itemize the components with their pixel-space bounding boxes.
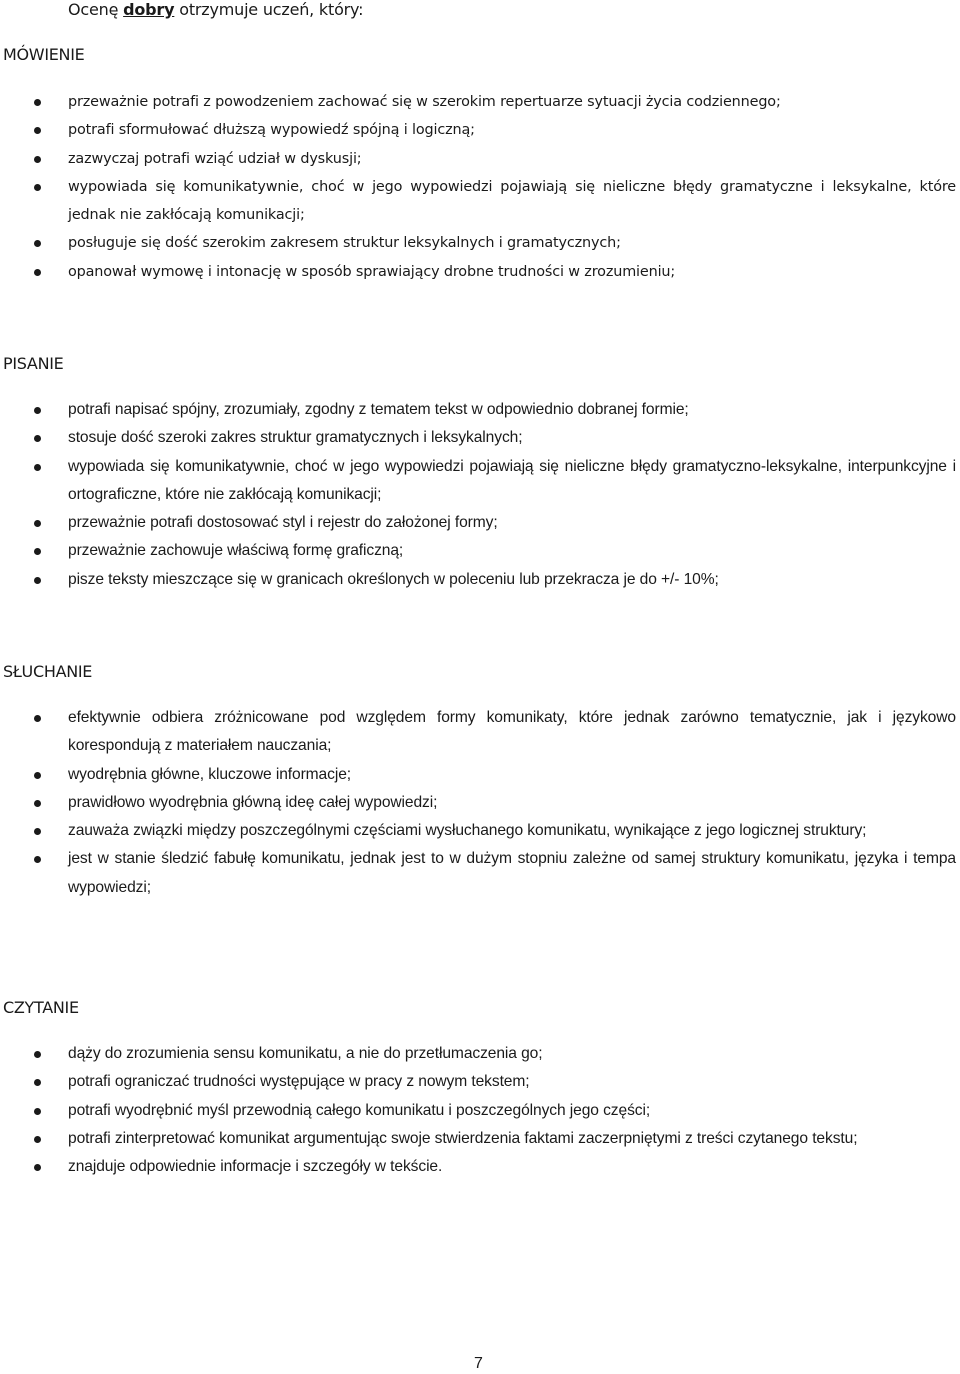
section-list-sluchanie [0, 704, 960, 902]
list-item [0, 173, 960, 230]
list-item-text: znajduje odpowiednie informacje i szczegóły w tekście. [68, 1158, 443, 1176]
bullet-icon [34, 1164, 41, 1171]
list-item [0, 88, 960, 116]
list-item-text: stosuje dość szeroki zakres struktur gramatycznych i leksykalnych; [68, 429, 523, 447]
bullet-icon [34, 715, 41, 722]
list-item-text: prawidłowo wyodrębnia główną ideę całej wypowiedzi; [68, 793, 438, 811]
section-heading-pisanie: PISANIE [3, 354, 64, 373]
list-item-text: przeważnie potrafi z powodzeniem zachować się w szerokim repertuarze sytuacji życia codziennego; [68, 94, 781, 110]
list-item [0, 704, 960, 761]
list-item-text: potrafi napisać spójny, zrozumiały, zgodny z tematem tekst w odpowiednio dobranej formie; [68, 401, 689, 418]
bullet-icon [34, 828, 41, 835]
list-item-text: jest w stanie śledzić fabułę komunikatu, jednak jest to w dużym stopniu zależne od samej struktury komunikatu, języka i tempa wypowiedzi; [68, 850, 956, 896]
list-item [0, 1040, 960, 1068]
bullet-icon [34, 407, 41, 414]
list-item [0, 145, 960, 173]
list-item [0, 509, 960, 537]
bullet-icon [34, 156, 41, 163]
bullet-icon [34, 800, 41, 807]
bullet-icon [34, 577, 41, 584]
grade-label: dobry [123, 0, 175, 19]
bullet-icon [34, 772, 41, 779]
bullet-icon [34, 1079, 41, 1086]
bullet-icon [34, 184, 41, 191]
list-item-text: przeważnie potrafi dostosować styl i rejestr do założonej formy; [68, 514, 498, 532]
list-item [0, 453, 960, 510]
bullet-icon [34, 464, 41, 471]
list-item [0, 258, 960, 286]
list-item-text: potrafi zinterpretować komunikat argumentując swoje stwierdzenia faktami zaczerpniętymi z treści czytanego tekstu; [68, 1129, 858, 1147]
list-item [0, 537, 960, 565]
list-item-text: opanował wymowę i intonację w sposób sprawiający drobne trudności w zrozumieniu; [68, 263, 676, 280]
section-heading-sluchanie: SŁUCHANIE [3, 662, 93, 681]
list-item-text: zazwyczaj potrafi wziąć udział w dyskusji; [68, 150, 362, 167]
bullet-icon [34, 520, 41, 527]
list-item-text: potrafi sformułować dłuższą wypowiedź spójną i logiczną; [68, 122, 475, 139]
bullet-icon [34, 1136, 41, 1143]
bullet-icon [34, 548, 41, 555]
section-list-pisanie [0, 396, 960, 594]
list-item-text: wyodrębnia główne, kluczowe informacje; [68, 765, 351, 783]
list-item [0, 1153, 960, 1181]
list-item [0, 1068, 960, 1096]
list-item-text: pisze teksty mieszczące się w granicach określonych w poleceniu lub przekracza je do +/- 10%; [68, 570, 719, 588]
list-item-text: potrafi wyodrębnić myśl przewodnią całego komunikatu i poszczególnych jego części; [68, 1101, 651, 1119]
list-item-text: efektywnie odbiera zróżnicowane pod względem formy komunikaty, które jednak zarówno tematycznie, jak i językowo korespondują z materiałem nauczania; [68, 709, 956, 755]
bullet-icon [34, 435, 41, 442]
list-item [0, 1125, 960, 1153]
bullet-icon [34, 99, 41, 106]
bullet-icon [34, 1108, 41, 1115]
intro-suffix: otrzymuje uczeń, który: [174, 0, 364, 19]
list-item [0, 845, 960, 902]
bullet-icon [34, 1051, 41, 1058]
list-item [0, 789, 960, 817]
section-list-czytanie [0, 1040, 960, 1181]
bullet-icon [34, 240, 41, 247]
list-item [0, 761, 960, 789]
bullet-icon [34, 127, 41, 134]
list-item [0, 229, 960, 257]
bullet-icon [34, 856, 41, 863]
intro-line [68, 0, 363, 20]
list-item [0, 424, 960, 452]
intro-prefix: Ocenę [68, 0, 124, 19]
list-item-text: przeważnie zachowuje właściwą formę graficzną; [68, 542, 404, 560]
list-item [0, 1097, 960, 1125]
section-list-mowienie [0, 88, 960, 286]
bullet-icon [34, 269, 41, 276]
list-item [0, 116, 960, 144]
list-item-text: wypowiada się komunikatywnie, choć w jego wypowiedzi pojawiają się nieliczne błędy gramatyczne i leksykalne, które jednak nie zakłócają komunikacji; [68, 178, 956, 224]
list-item-text: zauważa związki między poszczególnymi częściami wysłuchanego komunikatu, wynikające z jego logicznej struktury; [68, 822, 867, 840]
section-heading-mowienie: MÓWIENIE [3, 45, 85, 64]
section-heading-czytanie: CZYTANIE [3, 998, 79, 1017]
page-number: 7 [474, 1355, 483, 1372]
list-item-text: dąży do zrozumienia sensu komunikatu, a nie do przetłumaczenia go; [68, 1045, 543, 1062]
list-item-text: potrafi ograniczać trudności występujące w pracy z nowym tekstem; [68, 1073, 530, 1091]
list-item-text: posługuje się dość szerokim zakresem struktur leksykalnych i gramatycznych; [68, 235, 621, 252]
list-item [0, 566, 960, 594]
list-item [0, 817, 960, 845]
list-item [0, 396, 960, 424]
list-item-text: wypowiada się komunikatywnie, choć w jego wypowiedzi pojawiają się nieliczne błędy gramatyczno-leksykalne, interpunkcyjne i ortograficzne, które nie zakłócają komunikacji; [68, 457, 956, 503]
